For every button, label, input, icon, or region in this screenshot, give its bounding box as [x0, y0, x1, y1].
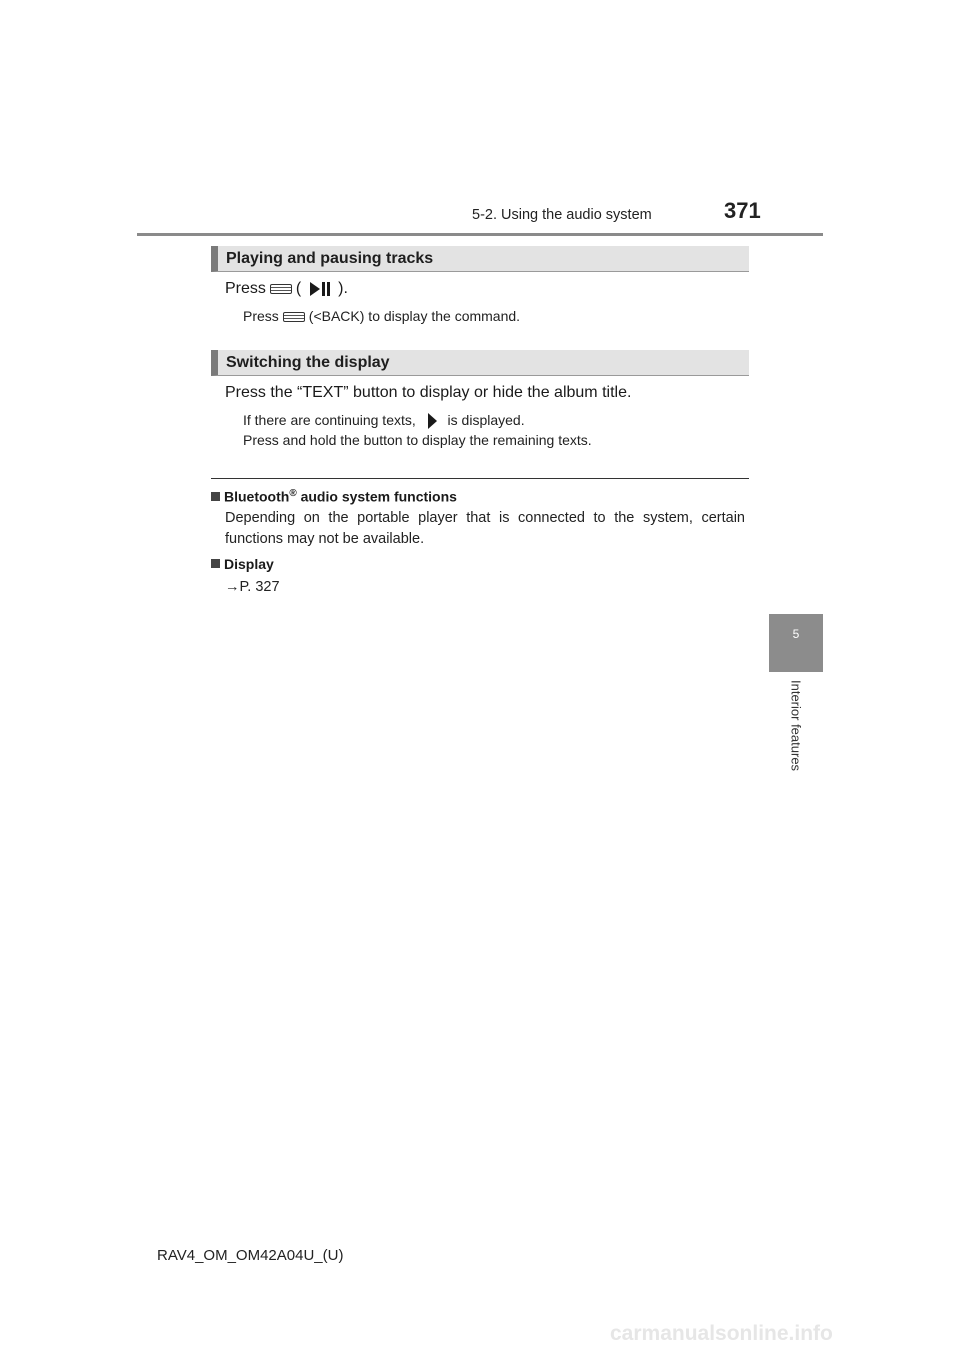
back-command-note: [243, 308, 520, 324]
section-heading-text: Switching the display: [226, 354, 390, 371]
document-code: RAV4_OM_OM42A04U_(U): [157, 1247, 344, 1264]
watermark: carmanualsonline.info: [610, 1322, 833, 1345]
section-heading-playing: [211, 246, 749, 272]
play-pause-icon: [306, 280, 334, 298]
button-bar-icon: [283, 312, 305, 322]
info-title-bluetooth: [211, 488, 457, 505]
instruction-text: (: [295, 280, 302, 298]
header-rule: [137, 233, 823, 236]
section-divider: [211, 478, 749, 479]
instruction-text: Press: [225, 280, 266, 298]
play-pause-instruction: [225, 280, 348, 298]
note-text: is displayed.: [447, 412, 525, 428]
right-arrow-icon: [420, 412, 444, 430]
note-text: Press: [243, 308, 279, 324]
info-title-text: Bluetooth: [224, 488, 290, 505]
bullet-square-icon: [211, 559, 220, 568]
chapter-tab: [769, 614, 823, 672]
chapter-number: 5: [792, 627, 800, 641]
registered-mark: ®: [289, 488, 297, 499]
header-section-title: 5-2. Using the audio system: [472, 207, 652, 223]
continuing-texts-note: [243, 412, 525, 430]
note-text: If there are continuing texts,: [243, 412, 416, 428]
chapter-side-label: [786, 680, 806, 790]
text-button-instruction: Press the “TEXT” button to display or hide the album title.: [225, 384, 632, 401]
info-text-display-reference: →P. 327: [225, 579, 280, 595]
info-title-text: Display: [224, 556, 274, 572]
info-title-text: audio system functions: [296, 488, 457, 505]
chapter-title: Interior features: [788, 680, 804, 772]
bullet-square-icon: [211, 492, 220, 501]
section-heading-text: Playing and pausing tracks: [226, 250, 434, 267]
page-number: 371: [724, 198, 761, 223]
hold-button-note: Press and hold the button to display the remaining texts.: [243, 432, 592, 448]
button-bar-icon: [270, 284, 292, 294]
section-heading-display: [211, 350, 749, 376]
instruction-text: ).: [338, 280, 348, 298]
note-text: (<BACK) to display the command.: [308, 308, 521, 324]
info-title-display: [211, 556, 274, 572]
info-text-bluetooth: Depending on the portable player that is connected to the system, certain functions may not be available.: [225, 510, 745, 547]
